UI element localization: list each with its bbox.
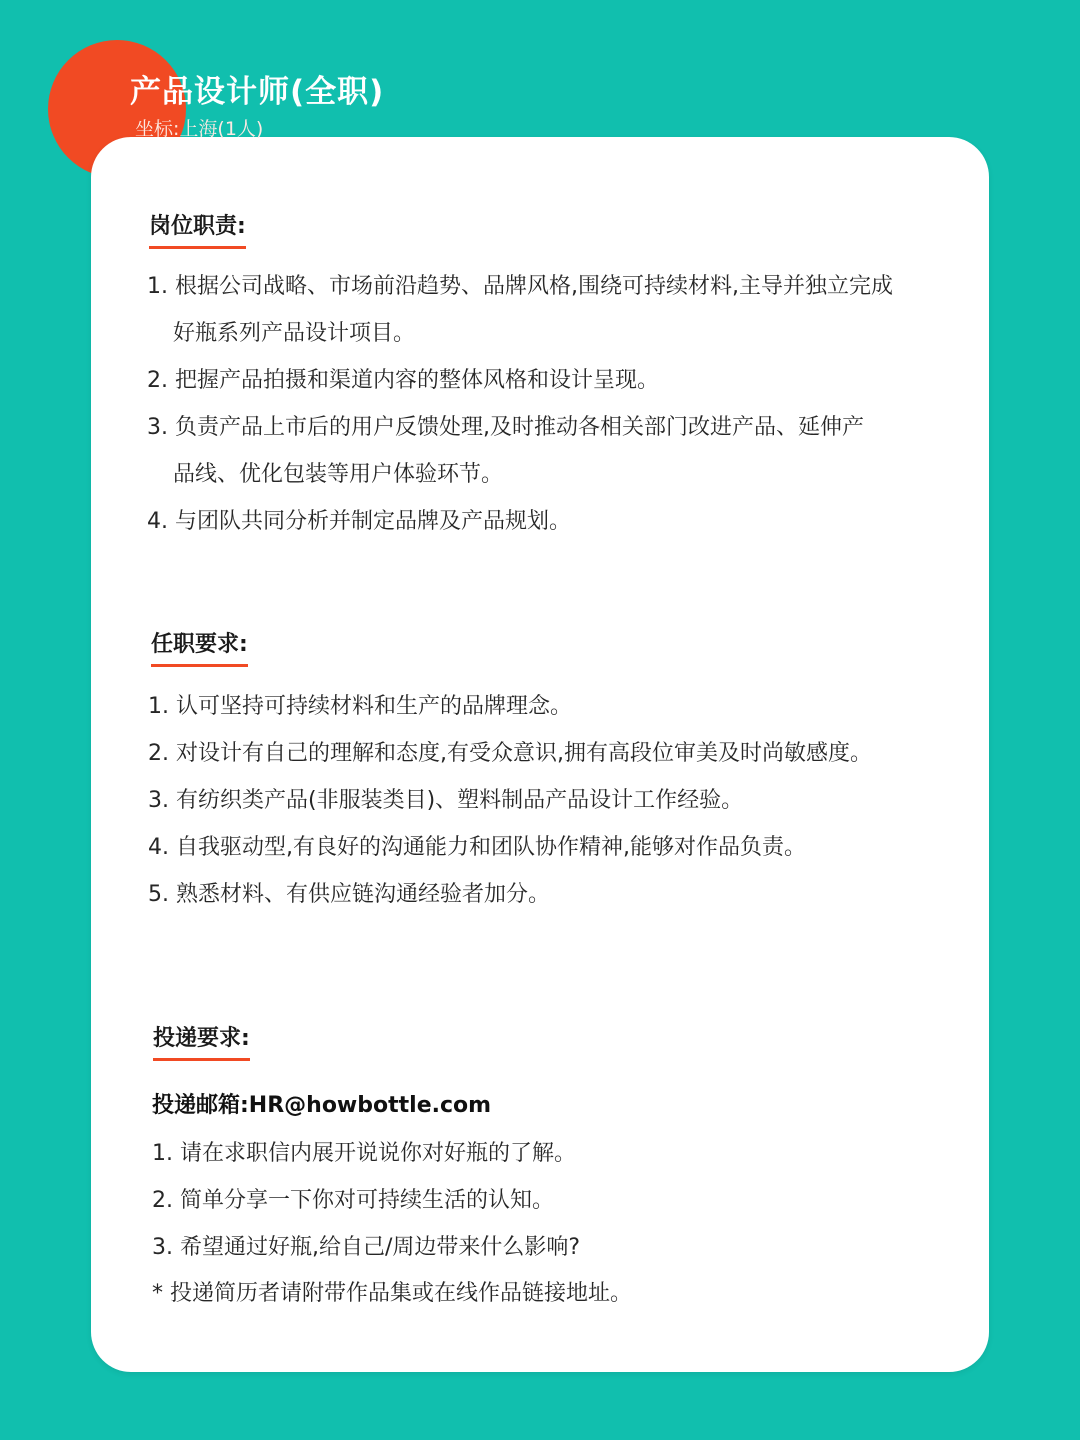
list-item-continuation: 好瓶系列产品设计项目。 [173, 321, 416, 346]
list-item: 3. 希望通过好瓶,给自己/周边带来什么影响? [152, 1235, 581, 1260]
responsibilities-list [147, 263, 893, 545]
submission-list [152, 1130, 580, 1271]
list-item-text: 3. 负责产品上市后的用户反馈处理,及时推动各相关部门改进产品、延伸产 [147, 415, 864, 440]
list-item [147, 357, 893, 404]
list-item: 5. 熟悉材料、有供应链沟通经验者加分。 [148, 882, 550, 907]
requirements-list [148, 683, 872, 918]
list-item: 1. 请在求职信内展开说说你对好瓶的了解。 [152, 1141, 576, 1166]
submission-note: * 投递简历者请附带作品集或在线作品链接地址。 [152, 1281, 632, 1306]
list-item-text: 1. 根据公司战略、市场前沿趋势、品牌风格,围绕可持续材料,主导并独立完成 [147, 274, 893, 299]
list-item: 4. 自我驱动型,有良好的沟通能力和团队协作精神,能够对作品负责。 [148, 835, 806, 860]
list-item-text: 4. 与团队共同分析并制定品牌及产品规划。 [147, 509, 571, 534]
list-item: 2. 对设计有自己的理解和态度,有受众意识,拥有高段位审美及时尚敏感度。 [148, 741, 872, 766]
list-item: 3. 有纺织类产品(非服装类目)、塑料制品产品设计工作经验。 [148, 788, 744, 813]
list-item [147, 404, 893, 498]
list-item [147, 263, 893, 357]
section-title-responsibilities: 岗位职责: [149, 209, 246, 249]
list-item: 2. 简单分享一下你对可持续生活的认知。 [152, 1188, 554, 1213]
job-title: 产品设计师(全职) [130, 74, 385, 110]
section-title-submission: 投递要求: [153, 1021, 250, 1061]
submission-email: 投递邮箱:HR@howbottle.com [152, 1093, 492, 1118]
list-item-text: 2. 把握产品拍摄和渠道内容的整体风格和设计呈现。 [147, 368, 659, 393]
job-location: 坐标:上海(1人) [135, 118, 264, 140]
list-item-continuation: 品线、优化包装等用户体验环节。 [173, 462, 504, 487]
section-title-requirements: 任职要求: [151, 627, 248, 667]
list-item: 1. 认可坚持可持续材料和生产的品牌理念。 [148, 694, 572, 719]
list-item [147, 498, 893, 545]
